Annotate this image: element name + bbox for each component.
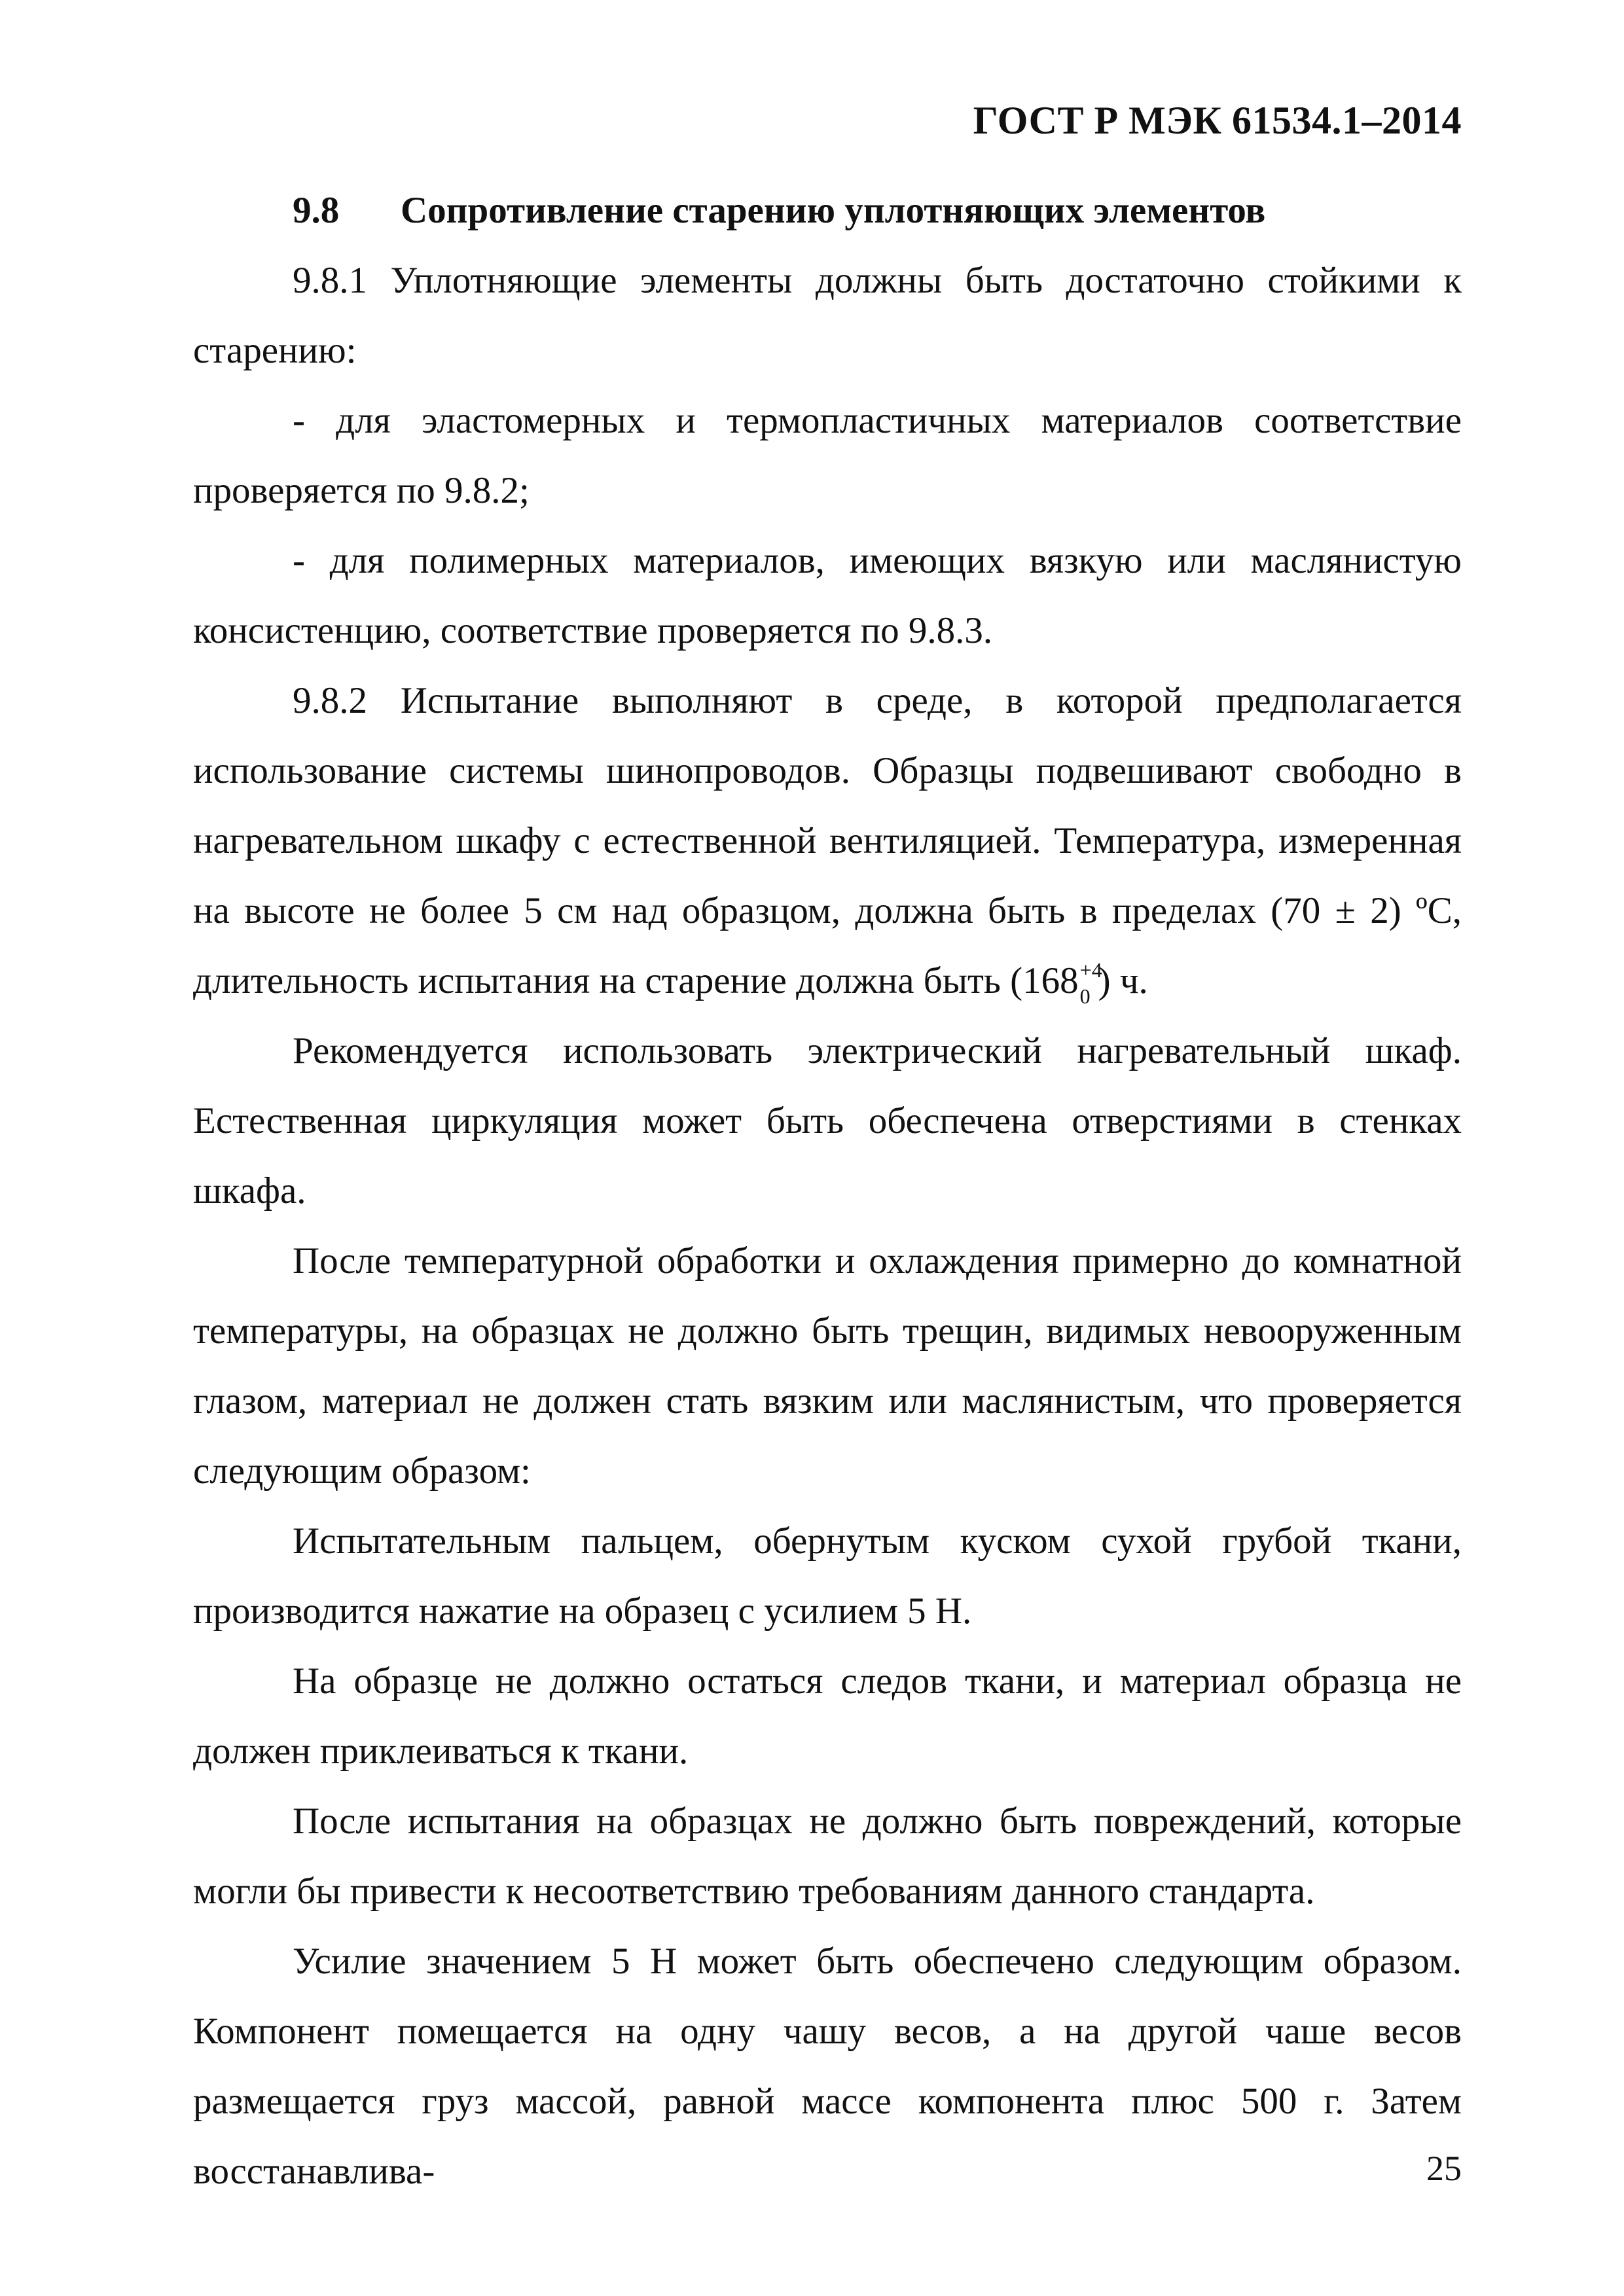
paragraph-after-treatment: После температурной обработки и охлаждения примерно до комнатной температуры, на образцах не должно быть трещин, видимых невооруженным глазом, материал не должен стать вязким или маслянистым, что проверяется следующим образом: [193, 1240, 1462, 1492]
section-title: Сопротивление старению уплотняющих элементов [401, 190, 1266, 231]
paragraph-9-8-1: 9.8.1 Уплотняющие элементы должны быть достаточно стойкими к старению: [193, 260, 1462, 371]
tolerance-upper: +4 [1079, 958, 1102, 982]
standard-header: ГОСТ Р МЭК 61534.1–2014 [973, 99, 1462, 142]
paragraph-9-8-2-text: 9.8.2 Испытание выполняют в среде, в которой предполагается использование системы шинопроводов. Образцы подвешивают свободно в нагревательном шкафу с естественной вентиляцией. Температура, измеренная на высоте не более 5 см над образцом, должна быть в пределах (70 ± 2) ºС, [193, 680, 1462, 931]
paragraph-list-item-1: - для эластомерных и термопластичных материалов соответствие проверяется по 9.8.2; [193, 400, 1462, 511]
paragraph-9-8-2 [193, 666, 1462, 1016]
document-body [193, 175, 1462, 2206]
paragraph-test-finger: Испытательным пальцем, обернутым куском сухой грубой ткани, производится нажатие на образец с усилием 5 Н. [193, 1520, 1462, 1632]
page-number: 25 [1426, 2149, 1462, 2188]
paragraph-9-8-2-duration-end: ) ч. [1098, 960, 1148, 1001]
paragraph-no-traces: На образце не должно остаться следов ткани, и материал образца не должен приклеиваться к ткани. [193, 1660, 1462, 1772]
paragraph-force-method: Усилие значением 5 Н может быть обеспечено следующим образом. Компонент помещается на одну чашу весов, а на другой чаше весов размещается груз массой, равной массе компонента плюс 500 г. Затем восстанавлива- [193, 1941, 1462, 2192]
tolerance-lower: 0 [1079, 984, 1091, 1008]
section-heading [193, 175, 1462, 245]
section-number: 9.8 [293, 190, 340, 231]
paragraph-9-8-2-duration-start: длительность испытания на старение должна быть (168 [193, 960, 1079, 1001]
paragraph-list-item-2: - для полимерных материалов, имеющих вязкую или маслянистую консистенцию, соответствие проверяется по 9.8.3. [193, 540, 1462, 651]
tolerance-notation [1079, 958, 1102, 1008]
paragraph-recommendation: Рекомендуется использовать электрический нагревательный шкаф. Естественная циркуляция может быть обеспечена отверстиями в стенках шкафа. [193, 1030, 1462, 1211]
paragraph-no-damage: После испытания на образцах не должно быть повреждений, которые могли бы привести к несоответствию требованиям данного стандарта. [193, 1801, 1462, 1912]
